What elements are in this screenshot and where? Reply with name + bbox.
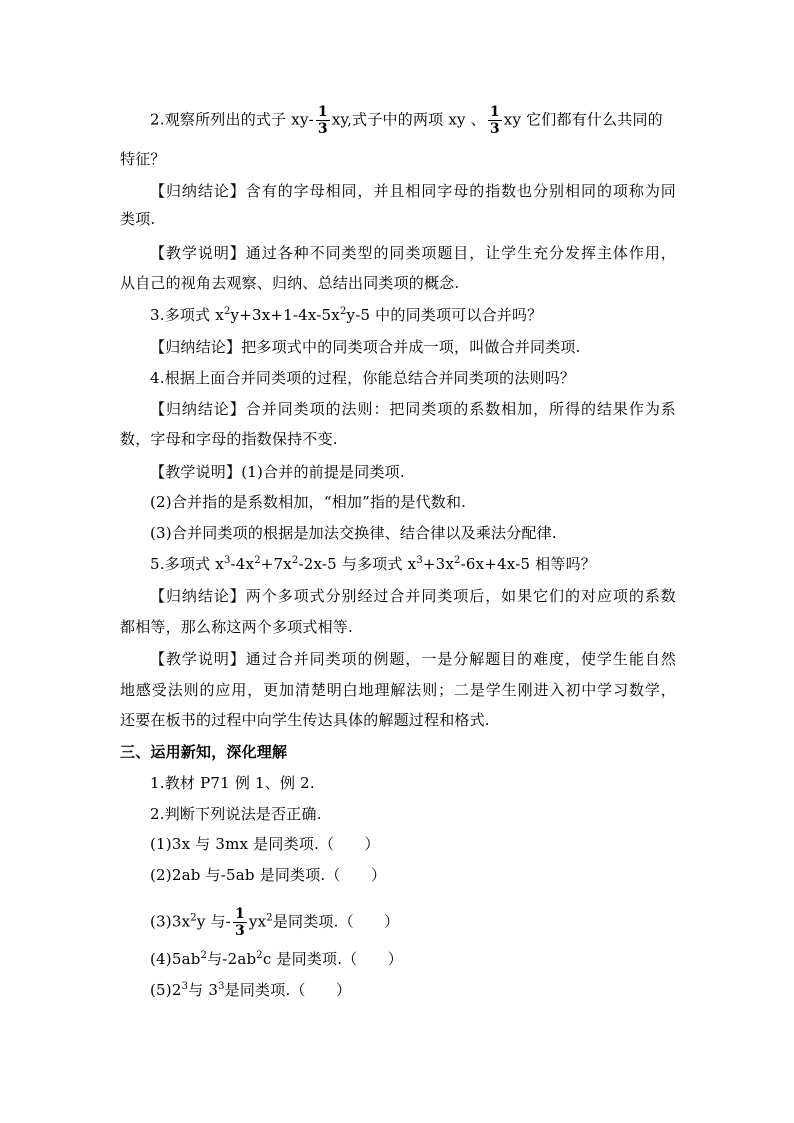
conclusion-1-line-1: 【归纳结论】含有的字母相同，并且相同字母的指数也分别相同的项称为同 <box>150 182 676 200</box>
judge-item-4: $(4)5ab^2$与$-2ab^2c$ 是同类项.（ ） <box>150 950 403 968</box>
question-4: 4.根据上面合并同类项的过程，你能总结合并同类项的法则吗？ <box>150 369 576 387</box>
teaching-note-1-line-2: 从自己的视角去观察、归纳、总结出同类项的概念. <box>120 274 460 292</box>
teaching-note-1-line-1: 【教学说明】通过各种不同类型的同类项题目，让学生充分发挥主体作用， <box>150 244 676 262</box>
teaching-note-2-line-3: (3)合并同类项的根据是加法交换律、结合律以及乘法分配律. <box>150 524 557 542</box>
question-5: 5.多项式 $x^3-4x^2+7x^2-2x-5$ 与多项式 $x^3+3x^2-6x+4x-5$ 相等吗？ <box>150 555 596 573</box>
fraction-one-third: $\frac{1}{3}$ <box>317 104 328 137</box>
conclusion-3-line-2: 数，字母和字母的指数保持不变. <box>120 430 338 448</box>
teaching-note-3-line-1: 【教学说明】通过合并同类项的例题，一是分解题目的难度，使学生能自然 <box>150 650 676 668</box>
teaching-note-3-line-3: 还要在板书的过程中向学生传达具体的解题过程和格式. <box>120 711 490 729</box>
fraction-one-third-2: $\frac{1}{3}$ <box>489 104 500 137</box>
teaching-note-3-line-2: 地感受法则的应用，更加清楚明白地理解法则；二是学生刚进入初中学习数学， <box>120 681 676 699</box>
conclusion-3-line-1: 【归纳结论】合并同类项的法则：把同类项的系数相加，所得的结果作为系 <box>150 400 676 418</box>
fraction-one-third-3: $\frac{1}{3}$ <box>234 906 245 939</box>
question-2-continuation: 特征？ <box>120 150 166 168</box>
section-3-heading: 三、运用新知，深化理解 <box>120 743 288 761</box>
judge-item-5: $(5)2^3$与 $3^3$是同类项.（ ） <box>150 981 352 999</box>
conclusion-4-line-2: 都相等，那么称这两个多项式相等. <box>120 618 353 636</box>
conclusion-2: 【归纳结论】把多项式中的同类项合并成一项，叫做合并同类项. <box>150 338 581 356</box>
question-2-text-c: xy 它们都有什么共同的 <box>503 110 663 129</box>
judge-item-1: (1)3x 与 3mx 是同类项.（ ） <box>150 835 380 853</box>
question-2-text-b: xy,式子中的两项 xy 、 <box>331 110 486 129</box>
section-3-item-2: 2.判断下列说法是否正确. <box>150 805 322 823</box>
question-2-line <box>150 104 706 137</box>
question-3: 3.多项式 $x^2y+3x+1-4x-5x^2y-5$ 中的同类项可以合并吗？ <box>150 306 543 324</box>
question-2-text-a: 2.观察所列出的式子 xy- <box>150 110 314 129</box>
section-3-item-1: 1.教材 P71 例 1、例 2. <box>150 774 315 792</box>
judge-item-3: $(3)3x^2y$ 与- $\frac{1}{3}$ $yx^2$是同类项.（ ） <box>150 906 400 939</box>
conclusion-4-line-1: 【归纳结论】两个多项式分别经过合并同类项后，如果它们的对应项的系数 <box>150 587 676 605</box>
teaching-note-2-line-2: (2)合并指的是系数相加，“相加”指的是代数和. <box>150 493 467 511</box>
teaching-note-2-line-1: 【教学说明】(1)合并的前提是同类项. <box>150 463 405 481</box>
judge-item-2: (2)2ab 与-5ab 是同类项.（ ） <box>150 866 387 884</box>
conclusion-1-line-2: 类项. <box>120 210 156 228</box>
